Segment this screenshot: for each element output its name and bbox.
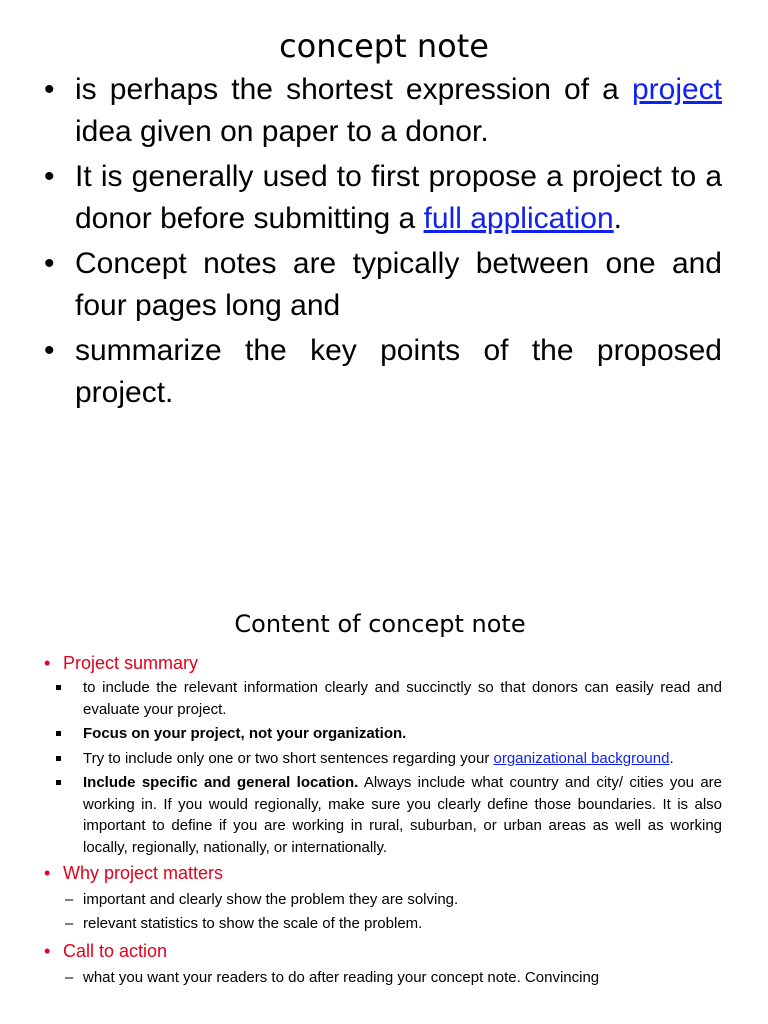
dash-bullet-icon: – xyxy=(65,915,74,932)
list-item xyxy=(44,723,722,745)
dash-bullet-icon: – xyxy=(65,969,74,986)
bullet-icon: • xyxy=(44,653,51,673)
full-application-link[interactable]: full application xyxy=(423,201,614,235)
slide-title: concept note xyxy=(279,27,489,65)
bullet-item xyxy=(44,69,722,152)
item-bold-text: Focus on your project, not your organization. xyxy=(83,725,407,742)
bullet-item xyxy=(44,243,722,326)
bullet-item xyxy=(44,156,722,239)
list-item xyxy=(44,912,722,936)
list-item xyxy=(44,677,722,720)
item-text: Always include what country and city/ cities you are working in. If you would regionally, make sure you clearly define those boundaries. It is also important to define if you are working in rural, suburban, or urban areas as well as working locally, regionally, nationally, or internationally. xyxy=(83,774,722,856)
bullet-icon: • xyxy=(44,73,55,106)
bullet-list xyxy=(44,69,722,417)
bullet-text: Concept notes are typically between one and four pages long and xyxy=(75,247,722,322)
action-list xyxy=(44,966,722,990)
list-item xyxy=(44,888,722,912)
section-heading-project-summary xyxy=(44,651,722,675)
item-text: what you want your readers to do after reading your concept note. Convincing xyxy=(83,969,600,986)
list-item xyxy=(44,966,722,990)
section-heading-text: Call to action xyxy=(63,941,168,961)
bullet-text: . xyxy=(613,201,623,235)
item-bold-text: Include specific and general location. xyxy=(83,774,359,791)
list-item xyxy=(44,772,722,858)
square-bullet-icon xyxy=(56,756,61,761)
bullet-item xyxy=(44,330,722,413)
bullet-text: is perhaps the shortest expression of a xyxy=(75,73,632,106)
item-text: Try to include only one or two short sentences regarding your xyxy=(83,749,494,767)
project-link[interactable]: project xyxy=(631,73,722,106)
summary-list xyxy=(44,677,722,858)
matters-list xyxy=(44,888,722,936)
bullet-icon: • xyxy=(44,941,51,961)
bullet-text: It is generally used to first propose a project to a donor before submitting a xyxy=(75,160,722,235)
item-text: to include the relevant information clearly and succinctly so that donors can easily read and evaluate your project. xyxy=(83,679,722,718)
square-bullet-icon xyxy=(56,685,61,690)
item-text: important and clearly show the problem they are solving. xyxy=(83,891,459,908)
dash-bullet-icon: – xyxy=(65,891,74,908)
bullet-text: summarize the key points of the proposed project. xyxy=(75,334,722,409)
item-text: . xyxy=(669,749,674,767)
slide-body xyxy=(44,651,722,993)
bullet-icon: • xyxy=(44,334,55,367)
list-item xyxy=(44,748,722,770)
item-text: relevant statistics to show the scale of the problem. xyxy=(83,915,423,932)
square-bullet-icon xyxy=(56,780,61,785)
bullet-icon: • xyxy=(44,863,51,883)
section-heading-text: Why project matters xyxy=(63,863,224,883)
section-heading-call-to-action xyxy=(44,939,722,963)
slide-title: Content of concept note xyxy=(234,610,526,638)
section-heading-text: Project summary xyxy=(63,653,199,673)
section-heading-why-project-matters xyxy=(44,861,722,885)
organizational-background-link[interactable]: organizational background xyxy=(493,749,670,767)
bullet-icon: • xyxy=(44,160,55,193)
bullet-icon: • xyxy=(44,247,55,280)
bullet-text: idea given on paper to a donor. xyxy=(75,114,489,148)
square-bullet-icon xyxy=(56,731,61,736)
